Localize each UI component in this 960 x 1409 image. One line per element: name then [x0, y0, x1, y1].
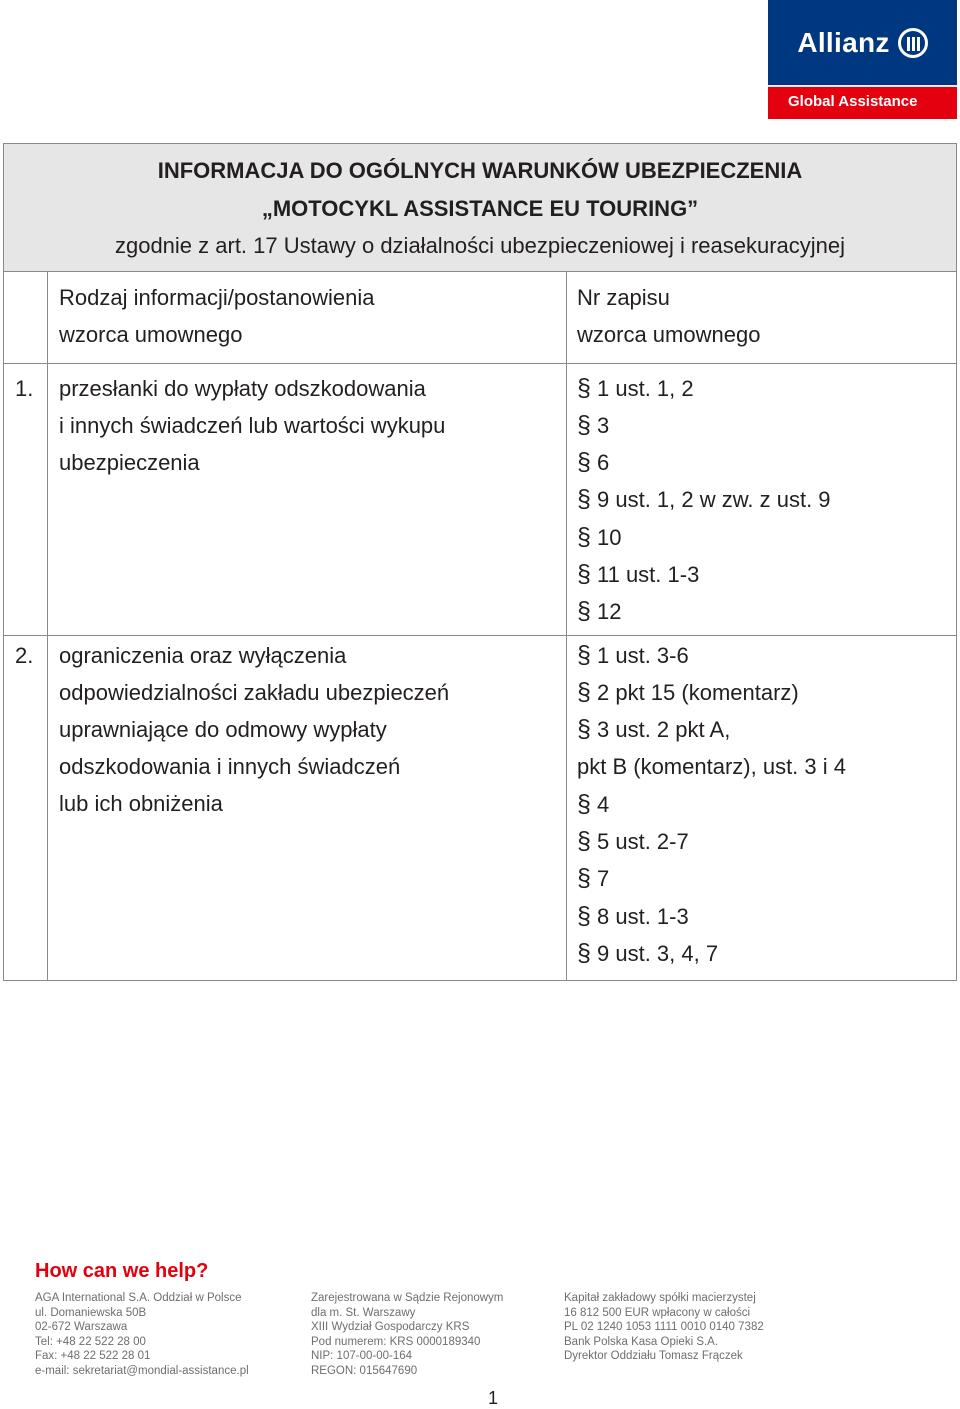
footer-line: Bank Polska Kasa Opieki S.A. — [564, 1335, 719, 1348]
column-header-row — [4, 271, 957, 363]
paragraph-sign: § — [577, 715, 591, 744]
ref-text: 7 — [597, 866, 610, 892]
col-head-number — [4, 271, 48, 363]
row-text-line: ograniczenia oraz wyłączenia — [59, 642, 347, 668]
allianz-eagle-icon — [898, 28, 928, 58]
title-line-2: „MOTOCYKL ASSISTANCE EU TOURING” — [261, 195, 699, 221]
footer-email: e-mail: sekretariat@mondial-assistance.pl — [35, 1364, 249, 1377]
paragraph-sign: § — [577, 448, 591, 477]
row-refs — [567, 363, 957, 635]
row-text-line: lub ich obniżenia — [59, 790, 223, 816]
ref-text: 9 ust. 3, 4, 7 — [597, 940, 719, 966]
footer-line: 16 812 500 EUR wpłacony w całości — [564, 1306, 751, 1319]
paragraph-sign: § — [577, 597, 591, 626]
ref-line — [577, 481, 956, 518]
col-head-left-line: wzorca umownego — [59, 322, 243, 347]
footer-capital-info — [564, 1291, 764, 1364]
row-text-line: i innych świadczeń lub wartości wykupu — [59, 412, 446, 438]
footer-line: REGON: 015647690 — [311, 1364, 418, 1377]
logo-top — [768, 0, 957, 85]
brand-name: Allianz — [797, 26, 890, 58]
ref-line — [577, 711, 956, 748]
ref-text: 1 ust. 3-6 — [597, 642, 689, 668]
footer-line: Kapitał zakładowy spółki macierzystej — [564, 1292, 756, 1304]
paragraph-sign: § — [577, 485, 591, 514]
table-row — [4, 635, 957, 981]
ref-text: 8 ust. 1-3 — [597, 903, 689, 929]
ref-line — [577, 935, 956, 972]
footer-line: Tel: +48 22 522 28 00 — [35, 1335, 146, 1348]
ref-line — [577, 593, 956, 630]
ref-line — [577, 748, 956, 785]
help-heading: How can we help? — [35, 1260, 209, 1282]
paragraph-sign: § — [577, 373, 591, 402]
paragraph-sign: § — [577, 938, 591, 967]
footer-company-info — [35, 1291, 249, 1378]
row-number: 2. — [4, 635, 48, 981]
footer-line: Fax: +48 22 522 28 01 — [35, 1350, 151, 1362]
ref-line — [577, 407, 956, 444]
table-row — [4, 363, 957, 635]
row-text-line: przesłanki do wypłaty odszkodowania — [59, 375, 426, 401]
ref-line — [577, 444, 956, 481]
ref-text: 10 — [597, 524, 622, 550]
footer-line: Zarejestrowana w Sądzie Rejonowym — [311, 1292, 504, 1304]
footer-line: PL 02 1240 1053 1111 0010 0140 7382 — [564, 1321, 764, 1333]
ref-text: 5 ust. 2-7 — [597, 829, 689, 855]
col-head-left — [48, 271, 567, 363]
col-head-right — [567, 271, 957, 363]
ref-line — [577, 823, 956, 860]
col-head-right-line: Nr zapisu — [577, 284, 670, 310]
title-line-3: zgodnie z art. 17 Ustawy o działalności ubezpieczeniowej i reasekuracyjnej — [114, 233, 846, 258]
ref-text: 6 — [597, 450, 610, 476]
row-text-line: uprawniające do odmowy wypłaty — [59, 716, 387, 742]
footer-line: XIII Wydział Gospodarczy KRS — [311, 1321, 470, 1333]
ref-text: 3 — [597, 412, 610, 438]
paragraph-sign: § — [577, 864, 591, 893]
ref-text: 1 ust. 1, 2 — [597, 375, 694, 401]
ref-text: 3 ust. 2 pkt A, — [597, 717, 731, 743]
ref-text: 11 ust. 1-3 — [597, 561, 700, 587]
table-title — [4, 144, 957, 272]
title-line-1: INFORMACJA DO OGÓLNYCH WARUNKÓW UBEZPIECZENIA — [157, 158, 803, 183]
ref-line — [577, 860, 956, 897]
ref-text: pkt B (komentarz), ust. 3 i 4 — [577, 754, 846, 780]
table-header-row — [4, 144, 957, 272]
row-text — [48, 363, 567, 635]
col-head-right-line: wzorca umownego — [577, 322, 761, 347]
paragraph-sign: § — [577, 522, 591, 551]
ref-text: 2 pkt 15 (komentarz) — [597, 679, 799, 705]
row-text-line: ubezpieczenia — [59, 449, 200, 475]
ref-line — [577, 370, 956, 407]
paragraph-sign: § — [577, 677, 591, 706]
footer-registration-info — [311, 1291, 503, 1378]
paragraph-sign: § — [577, 640, 591, 669]
paragraph-sign: § — [577, 827, 591, 856]
ref-line — [577, 519, 956, 556]
footer-line: Dyrektor Oddziału Tomasz Frączek — [564, 1350, 743, 1362]
brand-tagline: Global Assistance — [768, 85, 957, 119]
row-text — [48, 635, 567, 981]
ref-line — [577, 556, 956, 593]
ref-text: 12 — [597, 599, 622, 625]
row-refs — [567, 635, 957, 981]
ref-text: 9 ust. 1, 2 w zw. z ust. 9 — [597, 487, 831, 513]
ref-line — [577, 786, 956, 823]
row-text-line: odszkodowania i innych świadczeń — [59, 753, 401, 779]
allianz-logo — [768, 0, 957, 119]
footer-line: AGA International S.A. Oddział w Polsce — [35, 1292, 242, 1304]
paragraph-sign: § — [577, 789, 591, 818]
row-number: 1. — [4, 363, 48, 635]
footer-line: ul. Domaniewska 50B — [35, 1306, 147, 1319]
ref-text: 4 — [597, 791, 610, 817]
paragraph-sign: § — [577, 559, 591, 588]
ref-line — [577, 674, 956, 711]
paragraph-sign: § — [577, 901, 591, 930]
footer-line: dla m. St. Warszawy — [311, 1306, 416, 1319]
info-table — [3, 143, 957, 981]
col-head-left-line: Rodzaj informacji/postanowienia — [59, 284, 375, 310]
row-text-line: odpowiedzialności zakładu ubezpieczeń — [59, 679, 450, 705]
ref-line — [577, 637, 956, 674]
paragraph-sign: § — [577, 410, 591, 439]
page-number: 1 — [488, 1388, 499, 1408]
ref-line — [577, 898, 956, 935]
footer-line: Pod numerem: KRS 0000189340 — [311, 1335, 481, 1348]
footer-line: 02-672 Warszawa — [35, 1321, 128, 1333]
footer-line: NIP: 107-00-00-164 — [311, 1350, 413, 1362]
